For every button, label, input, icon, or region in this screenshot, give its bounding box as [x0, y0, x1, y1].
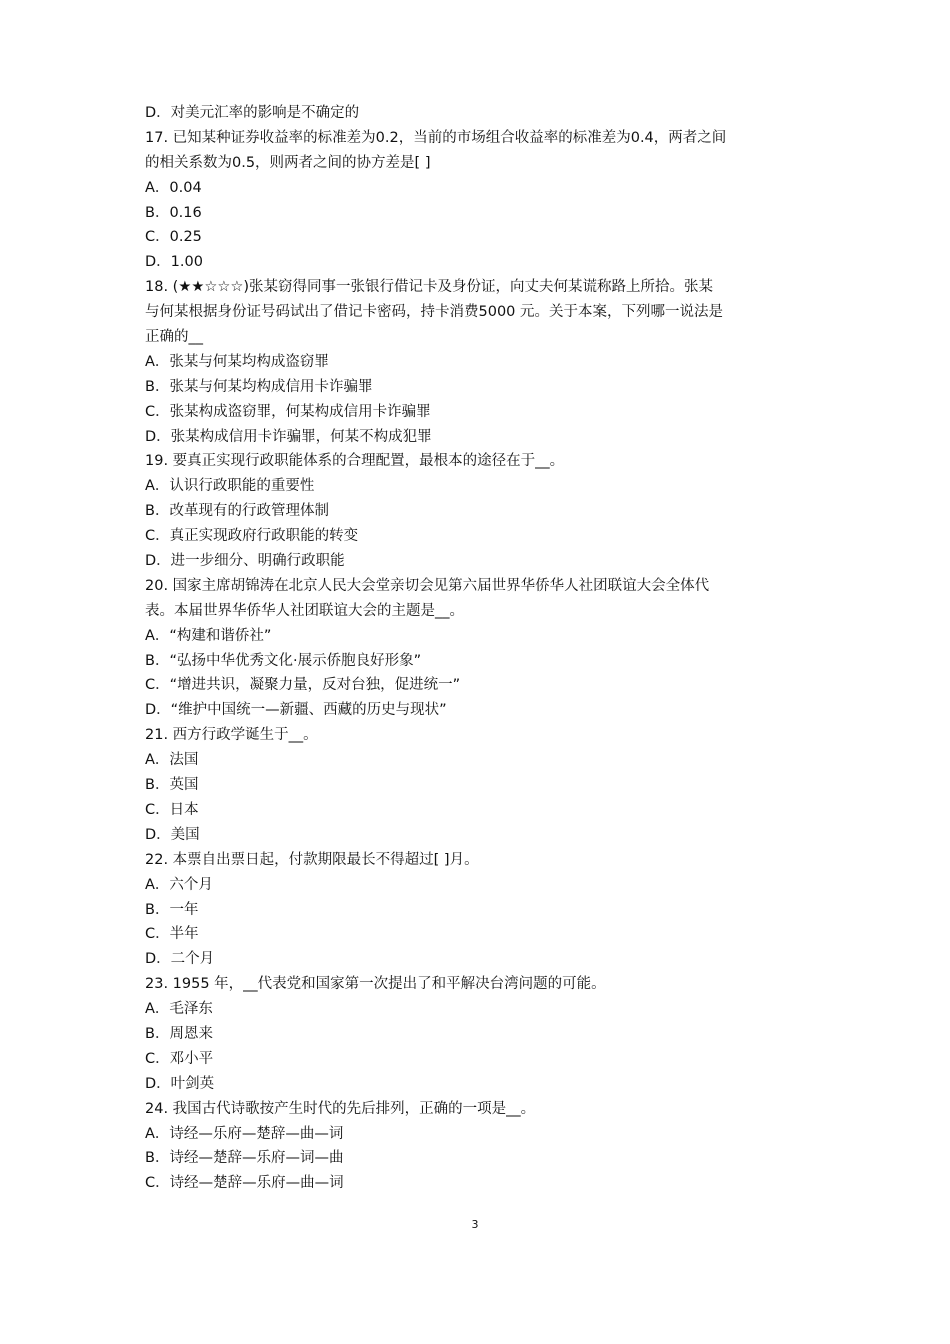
question-20-line-2: 表。本届世界华侨华人社团联谊大会的主题是__。 — [145, 602, 464, 619]
document-body — [145, 101, 815, 1196]
question-18-line-2: 与何某根据身份证号码试出了借记卡密码，持卡消费5000 元。关于本案，下列哪一说法是 — [145, 304, 724, 321]
option-line: D．二个月 — [145, 951, 215, 968]
option-line: C．0.25 — [145, 229, 202, 246]
option-line: D．1.00 — [145, 254, 203, 271]
option-line: C．半年 — [145, 926, 199, 943]
option-line: B．张某与何某均构成信用卡诈骗罪 — [145, 378, 373, 395]
option-line: D．美国 — [145, 826, 200, 843]
question-22-line: 22. 本票自出票日起，付款期限最长不得超过[ ]月。 — [145, 851, 479, 868]
option-line: A．“构建和谐侨社” — [145, 627, 272, 644]
question-20-line-1: 20. 国家主席胡锦涛在北京人民大会堂亲切会见第六届世界华侨华人社团联谊大会全体代 — [145, 577, 710, 594]
option-line: C．真正实现政府行政职能的转变 — [145, 528, 359, 545]
option-line: C．邓小平 — [145, 1050, 214, 1067]
option-line: A．六个月 — [145, 876, 213, 893]
option-line: B．“弘扬中华优秀文化·展示侨胞良好形象” — [145, 652, 422, 669]
option-line: A．认识行政职能的重要性 — [145, 478, 315, 495]
question-19-line: 19. 要真正实现行政职能体系的合理配置，最根本的途径在于__。 — [145, 453, 565, 470]
option-line: D．对美元汇率的影响是不确定的 — [145, 105, 360, 121]
option-line: A．诗经—乐府—楚辞—曲—词 — [145, 1125, 344, 1142]
option-line: A．0.04 — [145, 179, 202, 196]
option-line: B．0.16 — [145, 204, 202, 221]
option-line: D．“维护中国统一—新疆、西藏的历史与现状” — [145, 702, 447, 719]
question-23-line: 23. 1955 年，__代表党和国家第一次提出了和平解决台湾问题的可能。 — [145, 976, 606, 993]
option-line: B．一年 — [145, 901, 199, 918]
question-18-line-3: 正确的__ — [145, 329, 203, 346]
option-line: D．进一步细分、明确行政职能 — [145, 553, 345, 570]
option-line: B．改革现有的行政管理体制 — [145, 503, 329, 520]
question-24-line: 24. 我国古代诗歌按产生时代的先后排列，正确的一项是__。 — [145, 1100, 536, 1117]
option-line: A．毛泽东 — [145, 1001, 213, 1018]
option-line: C．日本 — [145, 801, 199, 818]
question-18-line-1: 18. (★★☆☆☆)张某窃得同事一张银行借记卡及身份证，向丈夫何某谎称路上所拾。张某 — [145, 279, 713, 296]
option-line: C．诗经—楚辞—乐府—曲—词 — [145, 1175, 344, 1192]
question-17-line-2: 的相关系数为0.5，则两者之间的协方差是[ ] — [145, 154, 431, 171]
option-line: B．周恩来 — [145, 1025, 213, 1042]
option-line: C．“增进共识，凝聚力量，反对台独，促进统一” — [145, 677, 461, 694]
question-17-line-1: 17. 已知某种证券收益率的标准差为0.2，当前的市场组合收益率的标准差为0.4，两者之间 — [145, 129, 727, 146]
option-line: C．张某构成盗窃罪，何某构成信用卡诈骗罪 — [145, 403, 431, 420]
option-line: B．诗经—楚辞—乐府—词—曲 — [145, 1150, 344, 1167]
option-line: B．英国 — [145, 777, 199, 794]
question-21-line: 21. 西方行政学诞生于__。 — [145, 727, 318, 744]
option-line: A．张某与何某均构成盗窃罪 — [145, 353, 329, 370]
option-line: D．张某构成信用卡诈骗罪，何某不构成犯罪 — [145, 428, 432, 445]
page-number: 3 — [471, 1218, 479, 1231]
option-line: D．叶剑英 — [145, 1075, 215, 1092]
option-line: A．法国 — [145, 752, 199, 769]
